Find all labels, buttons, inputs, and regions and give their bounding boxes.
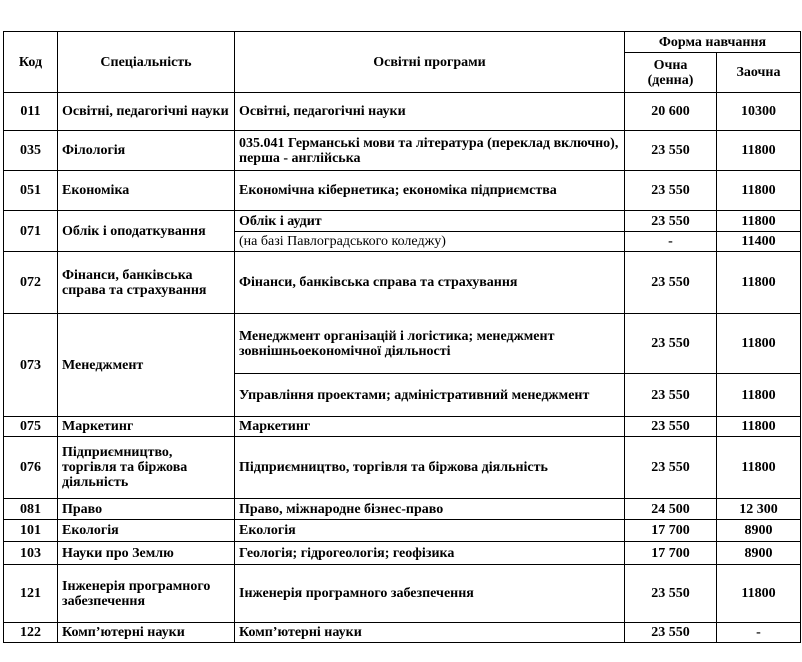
specialty-cell: Облік і оподаткування (58, 211, 235, 252)
program-cell: Інженерія програмного забезпечення (235, 565, 625, 623)
fulltime-cell: 23 550 (625, 565, 717, 623)
program-cell: 035.041 Германські мови та література (переклад включно), перша - англійська (235, 131, 625, 171)
fulltime-cell: 23 550 (625, 417, 717, 437)
table-row (4, 252, 801, 314)
program-cell: Менеджмент організацій і логістика; менеджмент зовнішньоекономічної діяльності (235, 314, 625, 374)
program-cell: Економічна кібернетика; економіка підприємства (235, 171, 625, 211)
table-row (4, 171, 801, 211)
parttime-cell: 11400 (717, 232, 801, 252)
program-cell: Підприємництво, торгівля та біржова діяльність (235, 437, 625, 499)
parttime-cell: 11800 (717, 314, 801, 374)
fulltime-cell: 20 600 (625, 93, 717, 131)
fulltime-cell: - (625, 232, 717, 252)
specialty-cell: Екологія (58, 520, 235, 542)
program-cell: Право, міжнародне бізнес-право (235, 499, 625, 520)
parttime-cell: 12 300 (717, 499, 801, 520)
fulltime-cell: 17 700 (625, 520, 717, 542)
code-cell: 122 (4, 623, 58, 643)
code-cell: 051 (4, 171, 58, 211)
code-cell: 011 (4, 93, 58, 131)
fulltime-cell: 23 550 (625, 171, 717, 211)
program-cell: Фінанси, банківська справа та страхування (235, 252, 625, 314)
header-fulltime: Очна (денна) (625, 53, 717, 93)
specialty-cell: Маркетинг (58, 417, 235, 437)
table-row (4, 93, 801, 131)
code-cell: 081 (4, 499, 58, 520)
table-row (4, 211, 801, 232)
fulltime-cell: 23 550 (625, 314, 717, 374)
specialty-cell: Право (58, 499, 235, 520)
code-cell: 071 (4, 211, 58, 252)
program-cell: Маркетинг (235, 417, 625, 437)
table-row (4, 565, 801, 623)
specialty-cell: Філологія (58, 131, 235, 171)
table-row (4, 623, 801, 643)
table-row (4, 520, 801, 542)
parttime-cell: 11800 (717, 417, 801, 437)
specialty-cell: Економіка (58, 171, 235, 211)
parttime-cell: 11800 (717, 565, 801, 623)
specialty-cell: Менеджмент (58, 314, 235, 417)
header-code: Код (4, 32, 58, 93)
specialty-cell: Інженерія програмного забезпечення (58, 565, 235, 623)
program-cell: Геологія; гідрогеологія; геофізика (235, 542, 625, 565)
fulltime-cell: 23 550 (625, 623, 717, 643)
specialty-cell: Підприємництво, торгівля та біржова діяльність (58, 437, 235, 499)
fulltime-cell: 17 700 (625, 542, 717, 565)
specialty-cell: Науки про Землю (58, 542, 235, 565)
table-row (4, 131, 801, 171)
table-row (4, 542, 801, 565)
code-cell: 073 (4, 314, 58, 417)
fulltime-cell: 23 550 (625, 437, 717, 499)
fulltime-cell: 24 500 (625, 499, 717, 520)
specialty-cell: Фінанси, банківська справа та страхування (58, 252, 235, 314)
header-parttime: Заочна (717, 53, 801, 93)
code-cell: 101 (4, 520, 58, 542)
parttime-cell: 8900 (717, 520, 801, 542)
program-cell: Освітні, педагогічні науки (235, 93, 625, 131)
parttime-cell: 11800 (717, 252, 801, 314)
parttime-cell: 8900 (717, 542, 801, 565)
parttime-cell: 11800 (717, 437, 801, 499)
tuition-table (3, 31, 801, 643)
fulltime-cell: 23 550 (625, 374, 717, 417)
fulltime-cell: 23 550 (625, 252, 717, 314)
program-cell: Управління проектами; адміністративний менеджмент (235, 374, 625, 417)
code-cell: 035 (4, 131, 58, 171)
code-cell: 103 (4, 542, 58, 565)
program-cell: Облік і аудит (235, 211, 625, 232)
parttime-cell: 11800 (717, 171, 801, 211)
header-specialty: Спеціальність (58, 32, 235, 93)
specialty-cell: Освітні, педагогічні науки (58, 93, 235, 131)
header-study-form: Форма навчання (625, 32, 801, 53)
parttime-cell: 10300 (717, 93, 801, 131)
header-programs: Освітні програми (235, 32, 625, 93)
code-cell: 072 (4, 252, 58, 314)
program-cell: Екологія (235, 520, 625, 542)
table-row (4, 417, 801, 437)
table-row (4, 314, 801, 374)
fulltime-cell: 23 550 (625, 211, 717, 232)
parttime-cell: 11800 (717, 374, 801, 417)
specialty-cell: Комп’ютерні науки (58, 623, 235, 643)
table-row (4, 437, 801, 499)
parttime-cell: 11800 (717, 131, 801, 171)
program-cell: (на базі Павлоградського коледжу) (235, 232, 625, 252)
table-row (4, 499, 801, 520)
code-cell: 121 (4, 565, 58, 623)
fulltime-cell: 23 550 (625, 131, 717, 171)
code-cell: 076 (4, 437, 58, 499)
code-cell: 075 (4, 417, 58, 437)
program-cell: Комп’ютерні науки (235, 623, 625, 643)
parttime-cell: - (717, 623, 801, 643)
parttime-cell: 11800 (717, 211, 801, 232)
